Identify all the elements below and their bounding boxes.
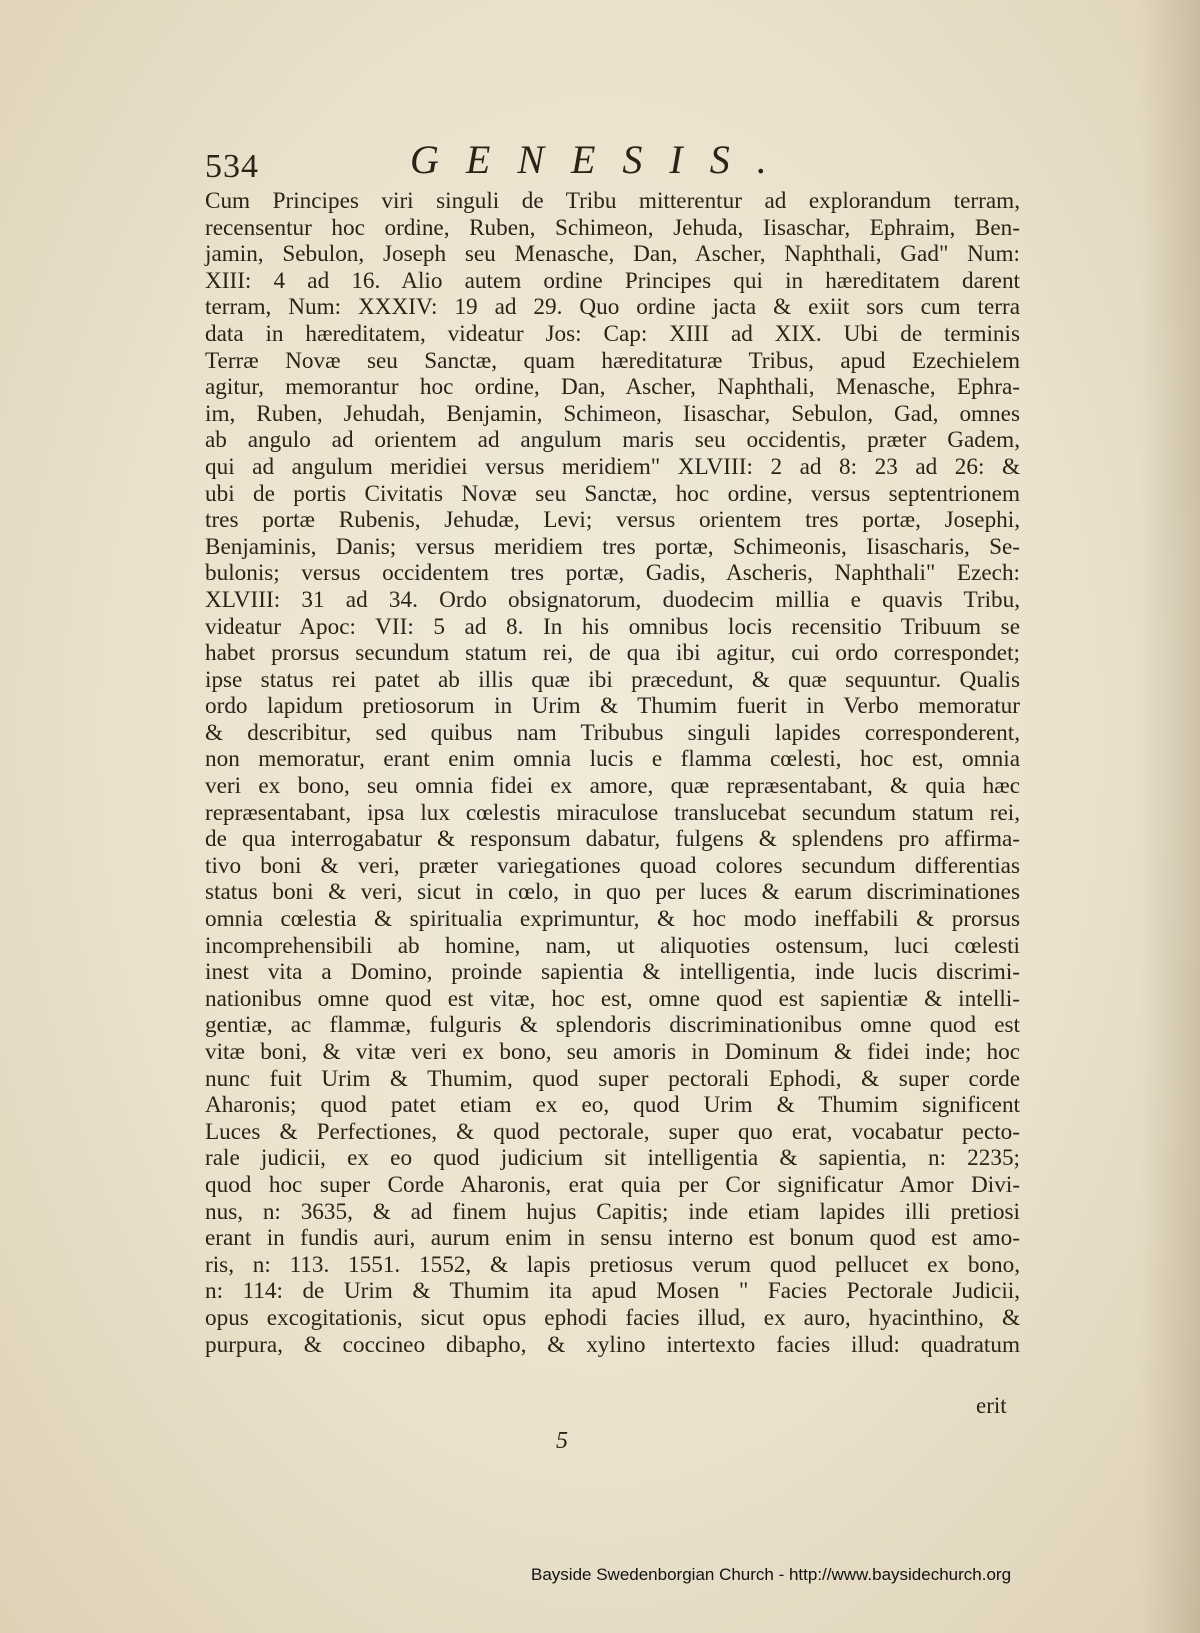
text-line: rale judicii, ex eo quod judicium sit intelligentia & sapientia, n: 2235; [205, 1145, 1020, 1172]
text-line: terram, Num: XXXIV: 19 ad 29. Quo ordine jacta & exiit sors cum terra [205, 294, 1020, 321]
page-number: 534 [205, 148, 259, 185]
text-line: omnia cœlestia & spiritualia exprimuntur, & hoc modo ineffabili & prorsus [205, 906, 1020, 933]
text-line: tivo boni & veri, præter variegationes quoad colores secundum differentias [205, 852, 1020, 879]
signature-mark: 5 [556, 1428, 568, 1454]
page-edge-shadow [1140, 0, 1200, 1633]
text-line: Terræ Novæ seu Sanctæ, quam hæreditaturæ Tribus, apud Ezechielem [205, 347, 1020, 374]
text-line: ab angulo ad orientem ad angulum maris seu occidentis, præter Gadem, [205, 427, 1020, 454]
text-line: Luces & Perfectiones, & quod pectorale, super quo erat, vocabatur pecto- [205, 1118, 1020, 1145]
page-header [205, 136, 1020, 186]
text-line: nus, n: 3635, & ad finem hujus Capitis; inde etiam lapides illi pretiosi [205, 1198, 1020, 1225]
text-line: quod hoc super Corde Aharonis, erat quia per Cor significatur Amor Divi- [205, 1171, 1020, 1198]
text-line: purpura, & coccineo dibapho, & xylino intertexto facies illud: quadratum [205, 1331, 1020, 1358]
text-line: recensentur hoc ordine, Ruben, Schimeon, Jehuda, Iisaschar, Ephraim, Ben- [205, 214, 1020, 241]
body-text [205, 188, 1020, 1358]
text-line: im, Ruben, Jehudah, Benjamin, Schimeon, Iisaschar, Sebulon, Gad, omnes [205, 400, 1020, 427]
text-line: gentiæ, ac flammæ, fulguris & splendoris discriminationibus omne quod est [205, 1012, 1020, 1039]
text-line: veri ex bono, seu omnia fidei ex amore, quæ repræsentabant, & quia hæc [205, 773, 1020, 800]
text-line: de qua interrogabatur & responsum dabatur, fulgens & splendens pro affirma- [205, 826, 1020, 853]
text-line: XLVIII: 31 ad 34. Ordo obsignatorum, duodecim millia e quavis Tribu, [205, 586, 1020, 613]
text-line: nunc fuit Urim & Thumim, quod super pectorali Ephodi, & super corde [205, 1065, 1020, 1092]
catchword: erit [976, 1393, 1007, 1418]
text-line: Cum Principes viri singuli de Tribu mitterentur ad explorandum terram, [205, 188, 1020, 214]
text-line: nationibus omne quod est vitæ, hoc est, omne quod est sapientiæ & intelli- [205, 985, 1020, 1012]
text-line: incomprehensibili ab homine, nam, ut aliquoties ostensum, luci cœlesti [205, 932, 1020, 959]
text-line: Aharonis; quod patet etiam ex eo, quod Urim & Thumim significent [205, 1092, 1020, 1119]
text-line: & describitur, sed quibus nam Tribubus singuli lapides corresponderent, [205, 719, 1020, 746]
text-line: ordo lapidum pretiosorum in Urim & Thumim fuerit in Verbo memoratur [205, 693, 1020, 720]
text-line: tres portæ Rubenis, Jehudæ, Levi; versus orientem tres portæ, Josephi, [205, 507, 1020, 534]
footer-credit: Bayside Swedenborgian Church - http://www.baysidechurch.org [531, 1565, 1012, 1584]
text-line: ubi de portis Civitatis Novæ seu Sanctæ, hoc ordine, versus septentrionem [205, 480, 1020, 507]
text-line: ipse status rei patet ab illis quæ ibi præcedunt, & quæ sequuntur. Qualis [205, 666, 1020, 693]
text-line: qui ad angulum meridiei versus meridiem" XLVIII: 2 ad 8: 23 ad 26: & [205, 453, 1020, 480]
text-line: non memoratur, erant enim omnia lucis e flamma cœlesti, hoc est, omnia [205, 746, 1020, 773]
text-line: XIII: 4 ad 16. Alio autem ordine Principes qui in hæreditatem darent [205, 267, 1020, 294]
text-line: habet prorsus secundum statum rei, de qua ibi agitur, cui ordo correspondet; [205, 640, 1020, 667]
text-line: opus excogitationis, sicut opus ephodi facies illud, ex auro, hyacinthino, & [205, 1304, 1020, 1331]
text-line: ris, n: 113. 1551. 1552, & lapis pretiosus verum quod pellucet ex bono, [205, 1251, 1020, 1278]
text-line: videatur Apoc: VII: 5 ad 8. In his omnibus locis recensitio Tribuum se [205, 613, 1020, 640]
text-line: data in hæreditatem, videatur Jos: Cap: XIII ad XIX. Ubi de terminis [205, 320, 1020, 347]
text-line: status boni & veri, sicut in cœlo, in quo per luces & earum discriminationes [205, 879, 1020, 906]
text-line: erant in fundis auri, aurum enim in sensu interno est bonum quod est amo- [205, 1225, 1020, 1252]
text-line: inest vita a Domino, proinde sapientia & intelligentia, inde lucis discrimi- [205, 959, 1020, 986]
text-line: jamin, Sebulon, Joseph seu Menasche, Dan, Ascher, Naphthali, Gad" Num: [205, 241, 1020, 268]
text-line: n: 114: de Urim & Thumim ita apud Mosen " Facies Pectorale Judicii, [205, 1278, 1020, 1305]
text-line: vitæ boni, & vitæ veri ex bono, seu amoris in Dominum & fidei inde; hoc [205, 1039, 1020, 1065]
running-title: GENESIS. [410, 137, 794, 182]
text-line: agitur, memorantur hoc ordine, Dan, Ascher, Naphthali, Menasche, Ephra- [205, 374, 1020, 401]
text-line: bulonis; versus occidentem tres portæ, Gadis, Ascheris, Naphthali" Ezech: [205, 560, 1020, 587]
text-line: Benjaminis, Danis; versus meridiem tres portæ, Schimeonis, Iisascharis, Se- [205, 533, 1020, 560]
text-line: repræsentabant, ipsa lux cœlestis miraculose translucebat secundum statum rei, [205, 799, 1020, 826]
